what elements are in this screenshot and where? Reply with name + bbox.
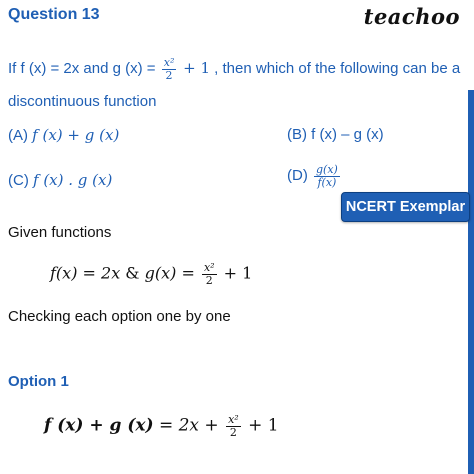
fx-equation: f(x) = 2x bbox=[50, 263, 121, 283]
opt1-lhs: f (x) + g (x) bbox=[44, 415, 154, 436]
option-d-label: (D) bbox=[287, 167, 312, 185]
opt1-fraction bbox=[226, 414, 241, 438]
option-b bbox=[287, 126, 384, 143]
given-equations bbox=[50, 262, 252, 286]
option-c-label: (C) bbox=[8, 172, 33, 189]
question-suffix: , then which of the following can be a bbox=[210, 60, 461, 78]
option-d bbox=[287, 164, 342, 188]
option-c-expr: f (x) . g (x) bbox=[33, 171, 113, 189]
opt1-den: 2 bbox=[229, 425, 237, 439]
gx-fraction bbox=[202, 262, 217, 286]
opt1-num: x² bbox=[228, 413, 239, 426]
option-d-fraction bbox=[314, 164, 340, 188]
ncert-exemplar-badge: NCERT Exemplar bbox=[341, 192, 470, 222]
g-frac-den: 2 bbox=[165, 68, 173, 82]
option-d-num: g(x) bbox=[316, 163, 338, 176]
option-1-equation bbox=[44, 414, 279, 438]
option-a-label: (A) bbox=[8, 127, 33, 144]
ampersand: & bbox=[120, 263, 145, 283]
side-accent-bar bbox=[468, 90, 474, 474]
g-tail: + 1 bbox=[178, 59, 211, 78]
gx-den: 2 bbox=[205, 273, 213, 287]
option-b-expr: f (x) – g (x) bbox=[311, 126, 384, 143]
question-line-2: discontinuous function bbox=[8, 93, 157, 110]
option-b-label: (B) bbox=[287, 126, 312, 143]
g-frac-num: x² bbox=[163, 56, 175, 69]
option-d-den: f(x) bbox=[317, 175, 337, 189]
option-1-title: Option 1 bbox=[8, 373, 69, 390]
given-functions-text: Given functions bbox=[8, 224, 112, 241]
gx-tail: + 1 bbox=[218, 263, 253, 283]
gx-prefix: g(x) = bbox=[144, 263, 200, 283]
option-a-expr: f (x) + g (x) bbox=[32, 126, 120, 144]
option-a bbox=[8, 126, 119, 144]
brand-logo: teachoo bbox=[363, 4, 460, 29]
opt1-tail: + 1 bbox=[242, 415, 279, 436]
opt1-eq: = 2x + bbox=[153, 415, 225, 436]
option-c bbox=[8, 171, 112, 189]
question-title: Question 13 bbox=[8, 6, 100, 23]
checking-text: Checking each option one by one bbox=[8, 308, 231, 325]
g-fraction bbox=[162, 57, 177, 81]
question-line-1 bbox=[8, 57, 460, 81]
question-prefix: If f (x) = 2x and g (x) = bbox=[8, 60, 160, 78]
gx-num: x² bbox=[203, 261, 215, 274]
